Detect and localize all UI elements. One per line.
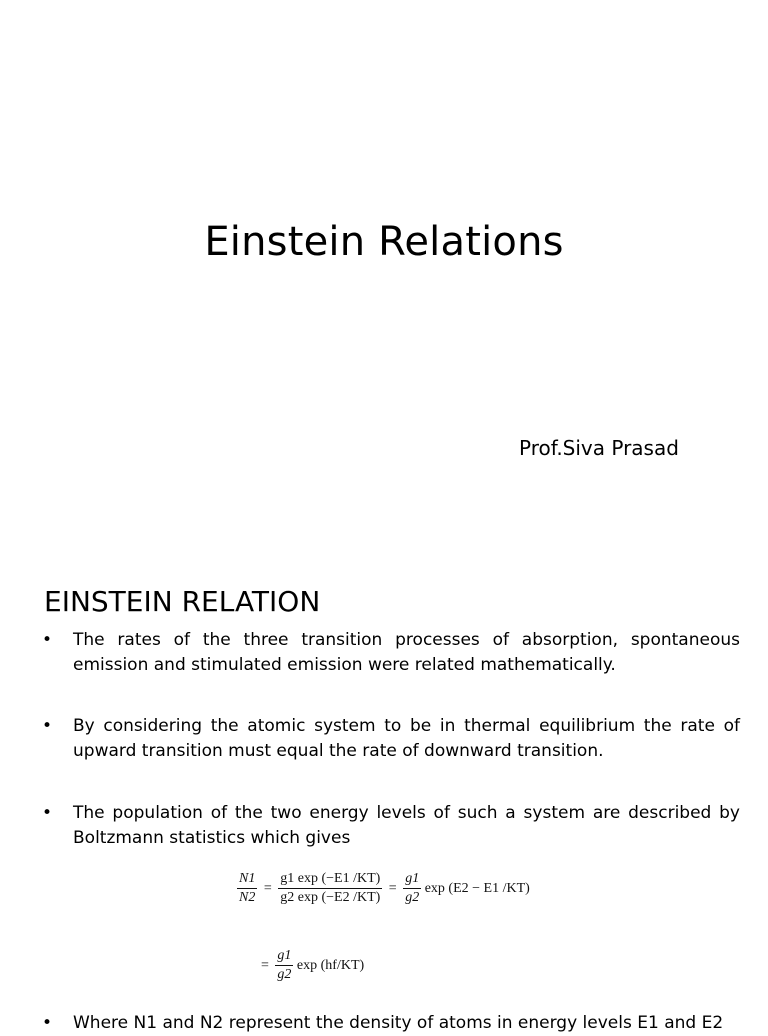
bullet-marker: • bbox=[42, 630, 53, 650]
degeneracy-fraction bbox=[403, 870, 421, 907]
fraction-numerator: N1 bbox=[237, 870, 257, 889]
degeneracy-fraction bbox=[275, 947, 293, 984]
boltzmann-equation bbox=[237, 870, 530, 907]
fraction-denominator: g2 bbox=[277, 967, 292, 982]
section-heading: EINSTEIN RELATION bbox=[44, 585, 321, 618]
bullet-text: Where N1 and N2 represent the density of atoms in energy levels E1 and E2 bbox=[73, 1013, 724, 1033]
bullet-marker: • bbox=[42, 716, 53, 736]
bullet-text: The rates of the three transition processes of absorption, spontaneous emission and stimulated emission were related mathematically. bbox=[73, 630, 740, 675]
bullet-text: The population of the two energy levels of such a system are described by Boltzmann statistics which gives bbox=[73, 803, 740, 848]
slide-author: Prof.Siva Prasad bbox=[519, 436, 679, 460]
energy-difference-equation bbox=[258, 947, 364, 984]
bullet-text: By considering the atomic system to be in thermal equilibrium the rate of upward transition must equal the rate of downward transition. bbox=[73, 716, 740, 761]
equals-sign: = bbox=[263, 880, 272, 896]
fraction-numerator: g1 bbox=[275, 947, 293, 966]
boltzmann-factor-fraction bbox=[278, 870, 382, 907]
equals-sign: = bbox=[388, 880, 397, 896]
slide-title: Einstein Relations bbox=[204, 219, 564, 265]
fraction-denominator: N2 bbox=[239, 890, 256, 905]
fraction-denominator: g2 exp (−E2 /KT) bbox=[280, 890, 381, 905]
fraction-numerator: g1 exp (−E1 /KT) bbox=[278, 870, 382, 889]
exponential-term: exp (E2 − E1 /KT) bbox=[424, 880, 530, 896]
bullet-marker: • bbox=[42, 803, 53, 823]
bullet-item bbox=[42, 801, 740, 851]
population-ratio-fraction bbox=[237, 870, 257, 907]
equals-sign: = bbox=[261, 957, 269, 973]
bullet-item bbox=[42, 628, 740, 678]
bullet-item bbox=[42, 714, 740, 764]
fraction-numerator: g1 bbox=[403, 870, 421, 889]
fraction-denominator: g2 bbox=[405, 890, 420, 905]
exponential-term: exp (hf/KT) bbox=[296, 957, 365, 973]
bullet-marker: • bbox=[42, 1013, 53, 1033]
